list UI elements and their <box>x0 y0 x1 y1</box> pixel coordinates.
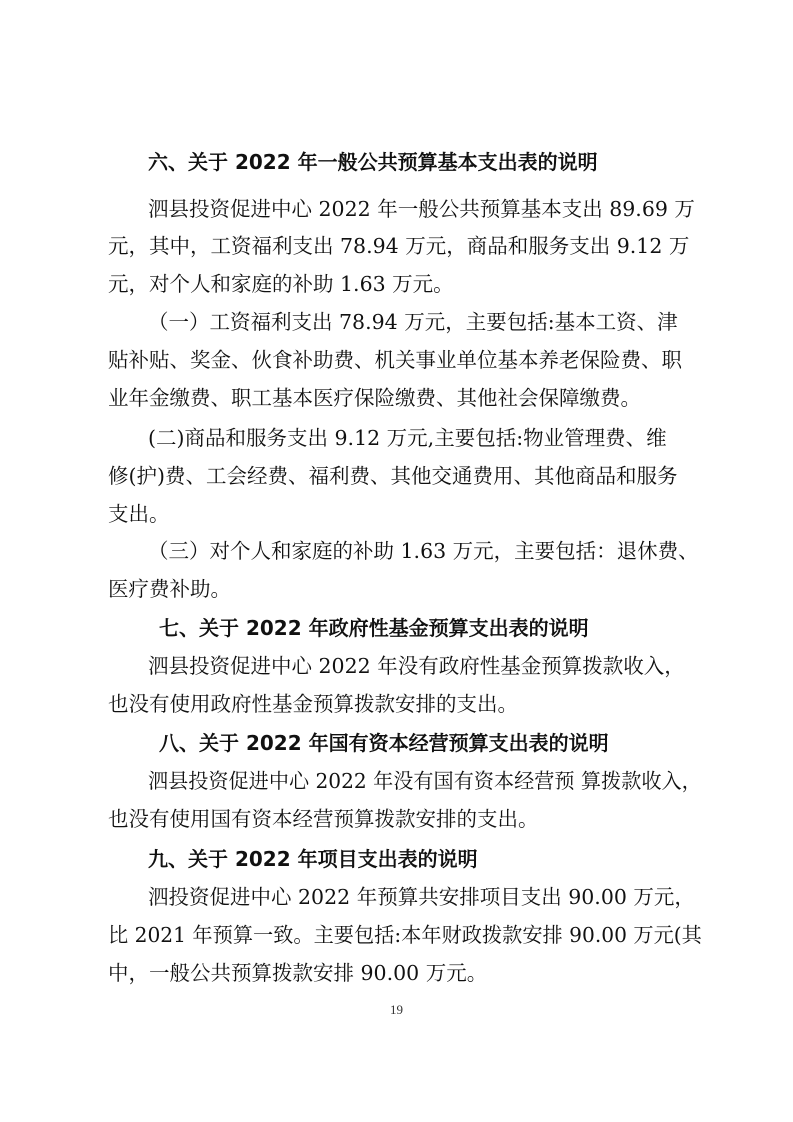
section-9-heading: 九、关于 2022 年项目支出表的说明 <box>148 847 478 871</box>
section-8-heading: 八、关于 2022 年国有资本经营预算支出表的说明 <box>159 731 609 755</box>
section-6-item-2-line-3: 支出。 <box>108 502 170 526</box>
section-7-body-line-1: 泗县投资促进中心 2022 年没有政府性基金预算拨款收入， <box>148 654 685 678</box>
section-7-body-line-2: 也没有使用政府性基金预算拨款安排的支出。 <box>108 692 518 716</box>
page-number: 19 <box>390 1002 403 1017</box>
section-9-body-line-2: 比 2021 年预算一致。主要包括:本年财政拨款安排 90.00 万元(其 <box>108 923 702 947</box>
section-9-body-line-3: 中，一般公共预算拨款安排 90.00 万元。 <box>108 961 488 985</box>
section-8-body-line-1: 泗县投资促进中心 2022 年没有国有资本经营预 算拨款收入， <box>148 769 702 793</box>
section-6-heading: 六、关于 2022 年一般公共预算基本支出表的说明 <box>148 150 598 174</box>
section-7-heading: 七、关于 2022 年政府性基金预算支出表的说明 <box>159 616 589 640</box>
section-9-body-line-1: 泗投资促进中心 2022 年预算共安排项目支出 90.00 万元， <box>148 885 695 909</box>
section-6-item-2-line-2: 修(护)费、工会经费、福利费、其他交通费用、其他商品和服务 <box>108 464 678 488</box>
section-6-body-line-2: 元，其中，工资福利支出 78.94 万元，商品和服务支出 9.12 万 <box>108 234 690 258</box>
section-6-item-3-line-2: 医疗费补助。 <box>108 577 231 601</box>
section-6-item-3-line-1: （三）对个人和家庭的补助 1.63 万元，主要包括：退休费、 <box>148 539 699 563</box>
section-8-body-line-2: 也没有使用国有资本经营预算拨款安排的支出。 <box>108 807 539 831</box>
section-6-item-1-line-3: 业年金缴费、职工基本医疗保险缴费、其他社会保障缴费。 <box>108 386 641 410</box>
section-6-body-line-3: 元，对个人和家庭的补助 1.63 万元。 <box>108 272 454 296</box>
section-6-item-1-line-1: （一）工资福利支出 78.94 万元，主要包括:基本工资、津 <box>148 310 678 334</box>
section-6-item-2-line-1: (二)商品和服务支出 9.12 万元,主要包括:物业管理费、维 <box>148 426 667 450</box>
section-6-item-1-line-2: 贴补贴、奖金、伙食补助费、机关事业单位基本养老保险费、职 <box>108 348 682 372</box>
section-6-body-line-1: 泗县投资促进中心 2022 年一般公共预算基本支出 89.69 万 <box>148 197 695 221</box>
